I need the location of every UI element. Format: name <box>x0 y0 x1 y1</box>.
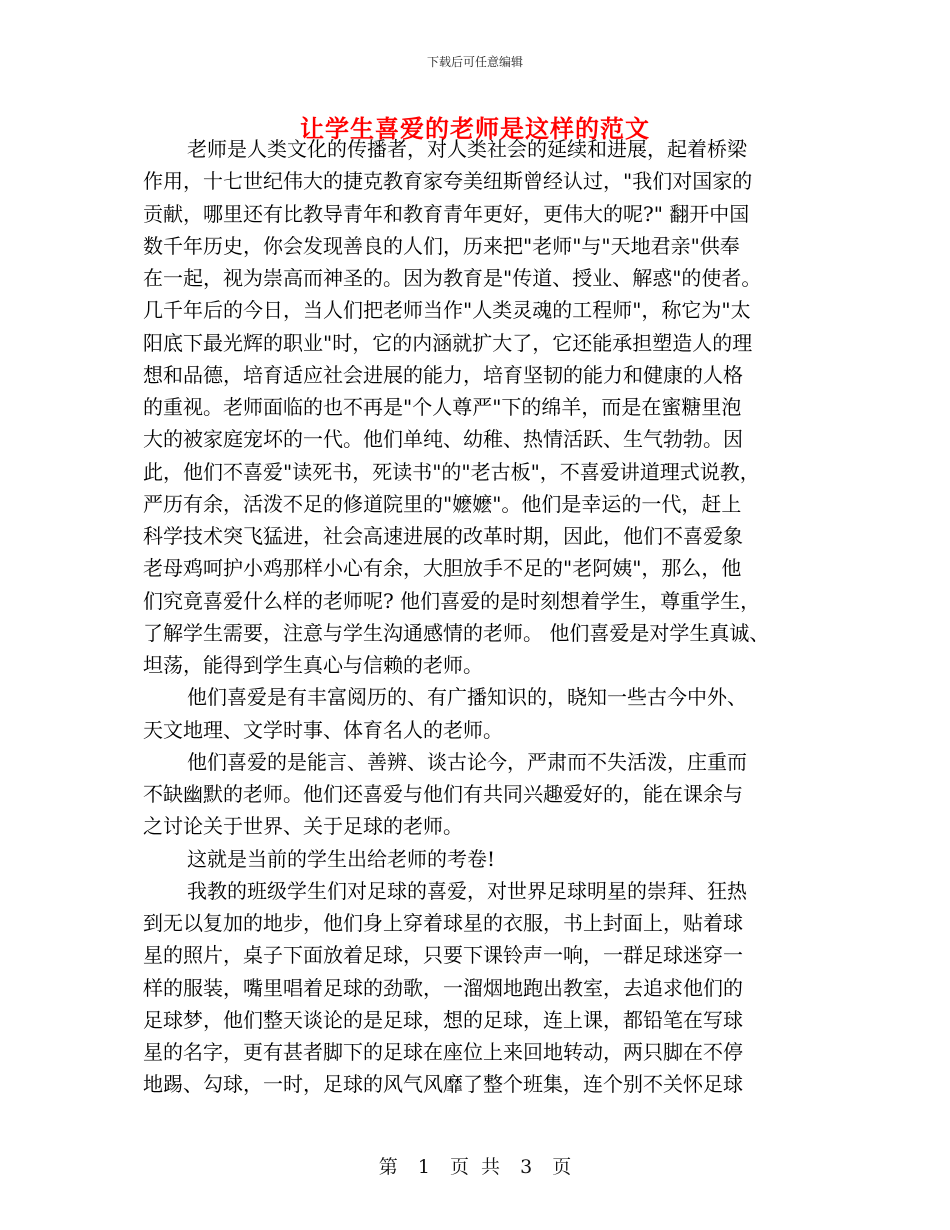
page-footer <box>0 1152 950 1179</box>
footer-page-number: 1 <box>417 1156 430 1178</box>
paragraph-5 <box>143 875 823 1101</box>
document-title: 让学生喜爱的老师是这样的范文 <box>300 114 650 143</box>
footer-total-pages: 3 <box>520 1156 533 1178</box>
text-line: 地踢、勾球，一时，足球的风气风靡了整个班集，连个别不关怀足球 <box>143 1072 743 1097</box>
paragraph-4 <box>143 843 823 875</box>
footer-suffix: 页 <box>552 1156 572 1178</box>
text-line: 足球梦，他们整天谈论的是足球，想的足球，连上课，都铅笔在写球 <box>143 1007 743 1032</box>
text-line: 阳底下最光辉的职业"时，它的内涵就扩大了，它还能承担塑造人的理 <box>143 330 753 355</box>
text-line: 数千年历史，你会发现善良的人们，历来把"老师"与"天地君亲"供奉 <box>143 233 740 258</box>
paragraph-1 <box>143 133 823 681</box>
text-line: 星的照片，桌子下面放着足球，只要下课铃声一响，一群足球迷穿一 <box>143 943 743 968</box>
text-line: 此，他们不喜爱"读死书，死读书"的"老古板"，不喜爱讲道理式说教， <box>143 459 760 484</box>
text-line: 们究竟喜爱什么样的老师呢? 他们喜爱的是时刻想着学生，尊重学生， <box>143 588 761 613</box>
text-line: 样的服装，嘴里唱着足球的劲歌，一溜烟地跑出教室，去追求他们的 <box>143 975 743 1000</box>
text-line: 老师是人类文化的传播者，对人类社会的延续和进展，起着桥梁 <box>187 137 747 161</box>
text-line: 到无以复加的地步，他们身上穿着球星的衣服，书上封面上，贴着球 <box>143 911 743 935</box>
text-line: 了解学生需要，注意与学生沟通感情的老师。 他们喜爱是对学生真诚、 <box>143 620 770 645</box>
text-line: 在一起，视为崇高而神圣的。因为教育是"传道、授业、解惑"的使者。 <box>143 266 762 290</box>
text-line: 这就是当前的学生出给老师的考卷! <box>187 846 496 871</box>
page-header-note: 下载后可任意编辑 <box>426 55 523 69</box>
text-line: 贡献，哪里还有比教导青年和教育青年更好，更伟大的呢?" 翻开中国 <box>143 201 750 226</box>
text-line: 天文地理、文学时事、体育名人的老师。 <box>143 717 503 742</box>
text-line: 大的被家庭宠坏的一代。他们单纯、幼稚、热情活跃、生气勃勃。因 <box>143 427 743 452</box>
text-line: 想和品德，培育适应社会进展的能力，培育坚韧的能力和健康的人格 <box>143 362 743 387</box>
text-line: 作用，十七世纪伟大的捷克教育家夸美纽斯曾经认过，"我们对国家的 <box>143 169 753 194</box>
footer-prefix: 第 <box>378 1156 398 1178</box>
text-line: 老母鸡呵护小鸡那样小心有余，大胆放手不足的"老阿姨"，那么，他 <box>143 556 742 581</box>
text-line: 他们喜爱是有丰富阅历的、有广播知识的，晓知一些古今中外、 <box>187 685 747 710</box>
footer-middle: 页 共 <box>449 1156 501 1178</box>
text-line: 我教的班级学生们对足球的喜爱，对世界足球明星的崇拜、狂热 <box>187 878 747 903</box>
paragraph-3 <box>143 746 823 843</box>
text-line: 之讨论关于世界、关于足球的老师。 <box>143 814 463 839</box>
text-line: 坦荡，能得到学生真心与信赖的老师。 <box>143 653 483 677</box>
document-body <box>143 133 823 1101</box>
text-line: 他们喜爱的是能言、善辨、谈古论今，严肃而不失活泼，庄重而 <box>187 749 747 774</box>
paragraph-2 <box>143 681 823 746</box>
text-line: 严历有余，活泼不足的修道院里的"嬷嬷"。他们是幸运的一代，赶上 <box>143 491 742 516</box>
text-line: 不缺幽默的老师。他们还喜爱与他们有共同兴趣爱好的，能在课余与 <box>143 782 743 806</box>
text-line: 几千年后的今日，当人们把老师当作"人类灵魂的工程师"，称它为"太 <box>143 298 751 323</box>
text-line: 科学技术突飞猛进，社会高速进展的改革时期，因此，他们不喜爱象 <box>143 524 743 548</box>
text-line: 的重视。老师面临的也不再是"个人尊严"下的绵羊，而是在蜜糖里泡 <box>143 395 742 419</box>
text-line: 星的名字，更有甚者脚下的足球在座位上来回地转动，两只脚在不停 <box>143 1040 743 1064</box>
